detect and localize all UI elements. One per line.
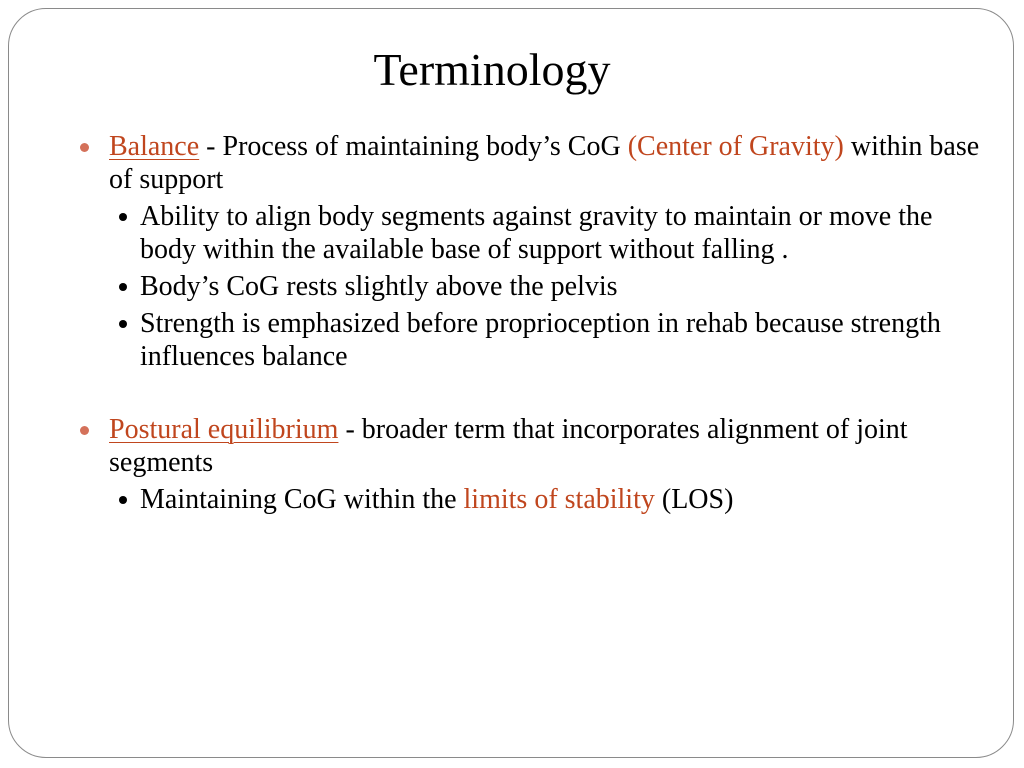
sub-bullet-los: Maintaining CoG within the limits of stability (LOS) [119,483,985,516]
section-balance [80,130,985,373]
slide-title: Terminology [373,44,611,95]
postural-definition: - broader term that incorporates alignment of joint segments [109,414,908,478]
sub-bullet-align: Ability to align body segments against gravity to maintain or move the body within the available base of support without falling . [119,200,985,266]
bullet-dot-icon [119,320,127,328]
section-postural-equilibrium [80,413,985,516]
bullet-dot-icon [119,213,127,221]
balance-definition-end: within base of support [109,131,980,195]
bullet-dot-icon [80,143,89,152]
bullet-dot-icon [80,426,89,435]
bullet-dot-icon [119,283,127,291]
term-balance: Balance [109,131,200,162]
balance-definition: - Process of maintaining body’s CoG [199,131,628,162]
sub-bullet-cog: Body’s CoG rests slightly above the pelvis [119,270,985,303]
term-postural-equilibrium: Postural equilibrium [109,414,339,445]
bullet-postural-equilibrium [80,413,985,479]
los-accent: limits of stability [463,484,655,515]
bullet-dot-icon [119,496,127,504]
balance-accent: (Center of Gravity) [627,131,844,162]
slide-content [80,130,985,516]
bullet-balance [80,130,985,196]
sub-bullet-strength: Strength is emphasized before proprioception in rehab because strength influences balance [119,307,985,373]
